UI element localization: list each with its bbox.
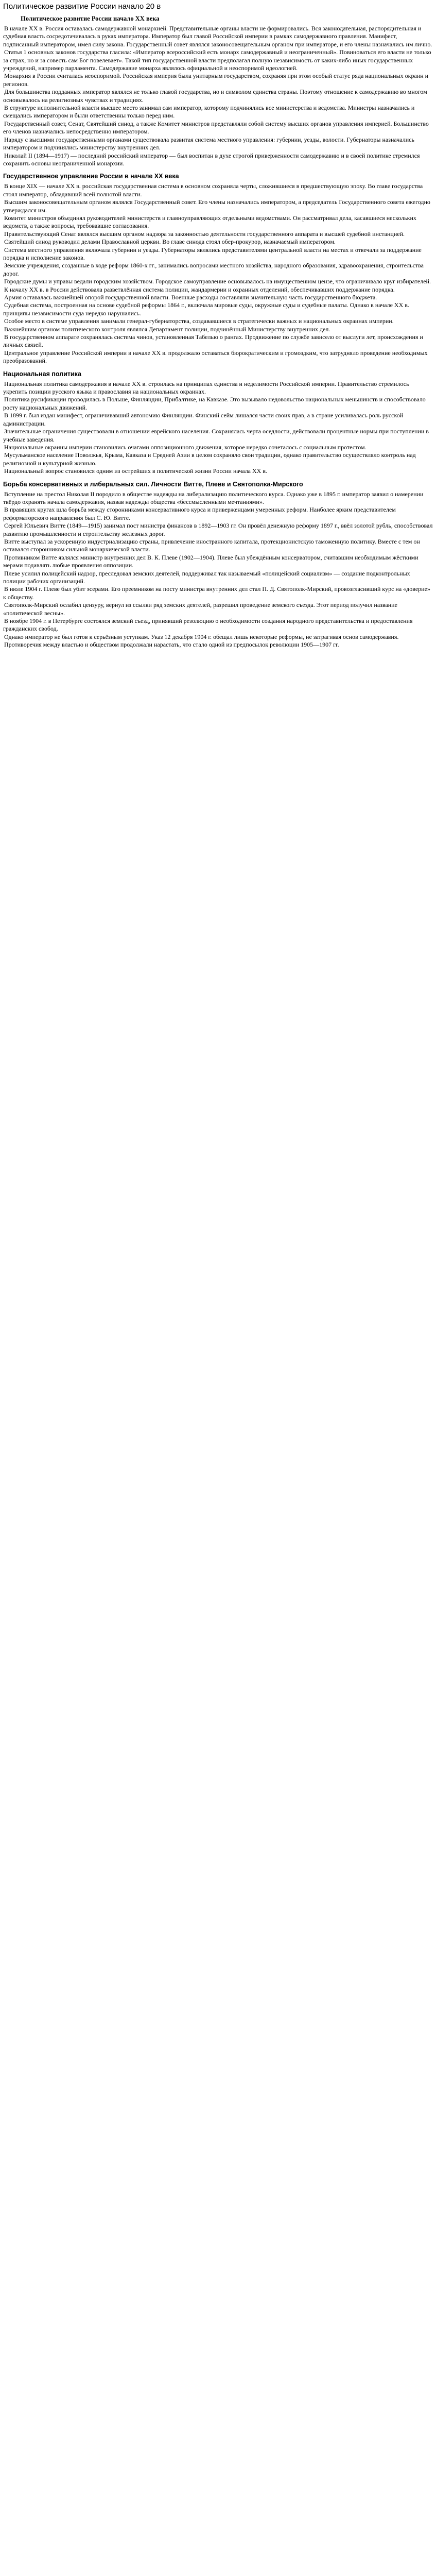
paragraph: В 1899 г. был издан манифест, ограничивавший автономию Финляндии. Финский сейм лишался части своих прав, а в стране усиливалась роль русской администрации. xyxy=(3,412,404,427)
paragraph: Судебная система, построенная на основе судебной реформы 1864 г., включала мировые суды, окружные суды и судебные палаты. Однако в начале XX в. принципы независимости суда нередко нарушались. xyxy=(3,301,409,317)
paragraph: Государственный совет, Сенат, Святейший синод, а также Комитет министров представляли собой систему высших органов управления империей. Большинство его членов назначались непосредственно императором. xyxy=(3,120,429,135)
paragraph: Правительствующий Сенат являлся высшим органом надзора за законностью деятельности государственного аппарата и высшей судебной инстанцией. xyxy=(4,230,405,238)
document-section xyxy=(3,173,433,365)
document-subtitle: Политическое развитие России начало XX века xyxy=(21,15,160,22)
paragraph: Система местного управления включала губернии и уезды. Губернаторы являлись представителями центральной власти на местах и отвечали за поддержание порядка и исполнение законов. xyxy=(3,246,422,261)
paragraph: Сергей Юльевич Витте (1849—1915) занимал пост министра финансов в 1892—1903 гг. Он провёл денежную реформу 1897 г., ввёл золотой рубль, способствовал развитию промышленности и строительству железных дорог. xyxy=(3,522,433,537)
paragraph: Вступление на престол Николая II породило в обществе надежды на либерализацию политического курса. Однако уже в 1895 г. император заявил о намерении твёрдо охранять начала самодержавия, назвав надежды общества «бессмысленными мечтаниями». xyxy=(3,490,424,505)
paragraph: Национальные окраины империи становились очагами оппозиционного движения, которое нередко сочеталось с социальным протестом. xyxy=(4,443,367,451)
paragraph: Значительные ограничения существовали в отношении еврейского населения. Сохранялась черта оседлости, действовали процентные нормы при поступлении в учебные заведения. xyxy=(3,428,429,443)
paragraph: Комитет министров объединял руководителей министерств и главноуправляющих отдельными ведомствами. Он рассматривал дела, касавшиеся нескольких ведомств, а также вопросы, требовавшие согласования. xyxy=(3,214,416,230)
paragraph: Однако император не был готов к серьёзным уступкам. Указ 12 декабря 1904 г. обещал лишь некоторые реформы, не затрагивая основ самодержавия. xyxy=(4,633,399,640)
paragraph: Мусульманское население Поволжья, Крыма, Кавказа и Средней Азии в целом сохраняло свои традиции, однако правительство осуществляло контроль над религиозной и культурной жизнью. xyxy=(3,451,416,467)
paragraph: Особое место в системе управления занимали генерал-губернаторства, создававшиеся в стратегически важных и национальных окраинах империи. xyxy=(4,317,394,325)
document-body xyxy=(3,25,433,649)
paragraph: Национальная политика самодержавия в начале XX в. строилась на принципах единства и неделимости Российской империи. Правительство стремилось укрепить позиции русского языка и православия на национальных окраинах. xyxy=(3,380,409,396)
paragraph: Святейший синод руководил делами Православной церкви. Во главе синода стоял обер-прокурор, назначаемый императором. xyxy=(4,238,336,246)
paragraph: В правящих кругах шла борьба между сторонниками консервативного курса и приверженцами умеренных реформ. Наиболее ярким представителем реформаторского направления был С. Ю. Витте. xyxy=(3,506,396,521)
paragraph: В ноябре 1904 г. в Петербурге состоялся земский съезд, принявший резолюцию о необходимости создания народного представительства и предоставления гражданских свобод. xyxy=(3,617,413,633)
paragraph: Витте выступал за ускоренную индустриализацию страны, привлечение иностранного капитала, протекционистскую таможенную политику. Вместе с тем он оставался сторонником сильной монархической власти. xyxy=(3,537,420,553)
paragraph: Святополк-Мирский ослабил цензуру, вернул из ссылки ряд земских деятелей, разрешил проведение земского съезда. Этот период получил название «политической весны». xyxy=(3,601,397,617)
paragraph: Высшим законосовещательным органом являлся Государственный совет. Его члены назначались императором, а председатель Государственного совета ежегодно утверждался им. xyxy=(3,198,430,214)
paragraph: В структуре исполнительной власти высшее место занимал сам император, которому подчинялись все министерства и ведомства. Министры назначались и смещались императором и были ответственны только перед ним. xyxy=(3,104,415,120)
paragraph: Земские учреждения, созданные в ходе реформ 1860-х гг., занимались вопросами местного хозяйства, народного образования, здравоохранения, строительства дорог. xyxy=(3,262,424,277)
paragraph: Николай II (1894—1917) — последний российский император — был воспитан в духе строгой приверженности самодержавию и в своей политике стремился сохранить основы неограниченной монархии. xyxy=(3,151,420,167)
paragraph: Плеве усилил полицейский надзор, преследовал земских деятелей, поддерживал так называемый «полицейский социализм» — создание подконтрольных полиции рабочих организаций. xyxy=(3,569,410,585)
document-section xyxy=(3,481,433,649)
paragraph: В конце XIX — начале XX в. российская государственная система в основном сохраняла черты, сложившиеся в предшествующую эпоху. Во главе государства стоял император, обладавший всей полнотой власти. xyxy=(3,182,423,198)
document-title: Политическое развитие России начало 20 в xyxy=(3,2,161,11)
paragraph: Важнейшим органом политического контроля являлся Департамент полиции, подчинённый Министерству внутренних дел. xyxy=(4,325,330,333)
section-heading: Борьба консервативных и либеральных сил. Личности Витте, Плеве и Святополка-Мирского xyxy=(3,480,303,488)
document-section xyxy=(3,25,433,167)
paragraph: Статья 1 основных законов государства гласила: «Император всероссийский есть монарх самодержавный и неограниченный». Повиноваться его власти не только за страх, но и за совесть сам Бог повелевает». Такой тип государственной власти предполагал полную независимость от каких-либо иных государственных учреждений, например парламента. Самодержавие монарха являлось официальной и неоспоримой идеологией. xyxy=(3,48,431,72)
paragraph: Политика русификации проводилась в Польше, Финляндии, Прибалтике, на Кавказе. Это вызывало недовольство национальных меньшинств и способствовало росту национальных движений. xyxy=(3,396,426,411)
paragraph: Центральное управление Российской империи в начале XX в. продолжало оставаться бюрократическим и громоздким, что затрудняло проведение необходимых преобразований. xyxy=(3,349,428,365)
paragraph: В начале XX в. Россия оставалась самодержавной монархией. Представительные органы власти не формировались. Вся законодательная, распорядительная и судебная власть сосредотачивалась в руках императора. Император был главой Российской империи в рамках самодержавного правления. Манифест, подписанный императором, имел силу закона. Государственный совет являлся законосовещательным органом при императоре, и его члены назначались им лично. xyxy=(3,25,432,48)
paragraph: Для большинства подданных император являлся не только главой государства, но и символом единства страны. Поэтому отношение к самодержавию во многом основывалось на религиозных чувствах и традициях. xyxy=(3,88,427,104)
paragraph: Национальный вопрос становился одним из острейших в политической жизни России начала XX в. xyxy=(4,467,268,475)
section-heading: Национальная политика xyxy=(3,370,81,378)
section-heading: Государственное управление России в начале XX века xyxy=(3,173,179,180)
paragraph: Противоречия между властью и обществом продолжали нарастать, что стало одной из предпосылок революции 1905—1907 гг. xyxy=(4,641,339,649)
paragraph: В государственном аппарате сохранялась система чинов, установленная Табелью о рангах. Продвижение по службе зависело от выслуги лет, происхождения и личных связей. xyxy=(3,333,423,349)
paragraph: Противником Витте являлся министр внутренних дел В. К. Плеве (1902—1904). Плеве был убеждённым консерватором, считавшим необходимым жёсткими мерами подавлять любые проявления оппозиции. xyxy=(3,553,418,569)
paragraph: Наряду с высшими государственными органами существовала развитая система местного управления: губернии, уезды, волости. Губернаторы назначались императором и подчинялись министерству внутренних дел. xyxy=(3,135,414,151)
paragraph: В июле 1904 г. Плеве был убит эсерами. Его преемником на посту министра внутренних дел стал П. Д. Святополк-Мирский, провозгласивший курс на «доверие» к обществу. xyxy=(3,585,430,601)
paragraph: Монархия в России считалась неоспоримой. Российская империя была унитарным государством, сохраняя при этом особый статус ряда национальных окраин и регионов. xyxy=(3,72,429,88)
paragraph: К началу XX в. в России действовала разветвлённая система полиции, жандармерии и охранных отделений, обеспечивавших поддержание порядка. xyxy=(4,285,395,293)
paragraph: Городские думы и управы ведали городским хозяйством. Городское самоуправление основывалось на имущественном цензе, что ограничивало круг избирателей. xyxy=(4,278,431,285)
paragraph: Армия оставалась важнейшей опорой государственной власти. Военные расходы составляли значительную часть государственного бюджета. xyxy=(4,294,377,301)
document-section xyxy=(3,370,433,476)
